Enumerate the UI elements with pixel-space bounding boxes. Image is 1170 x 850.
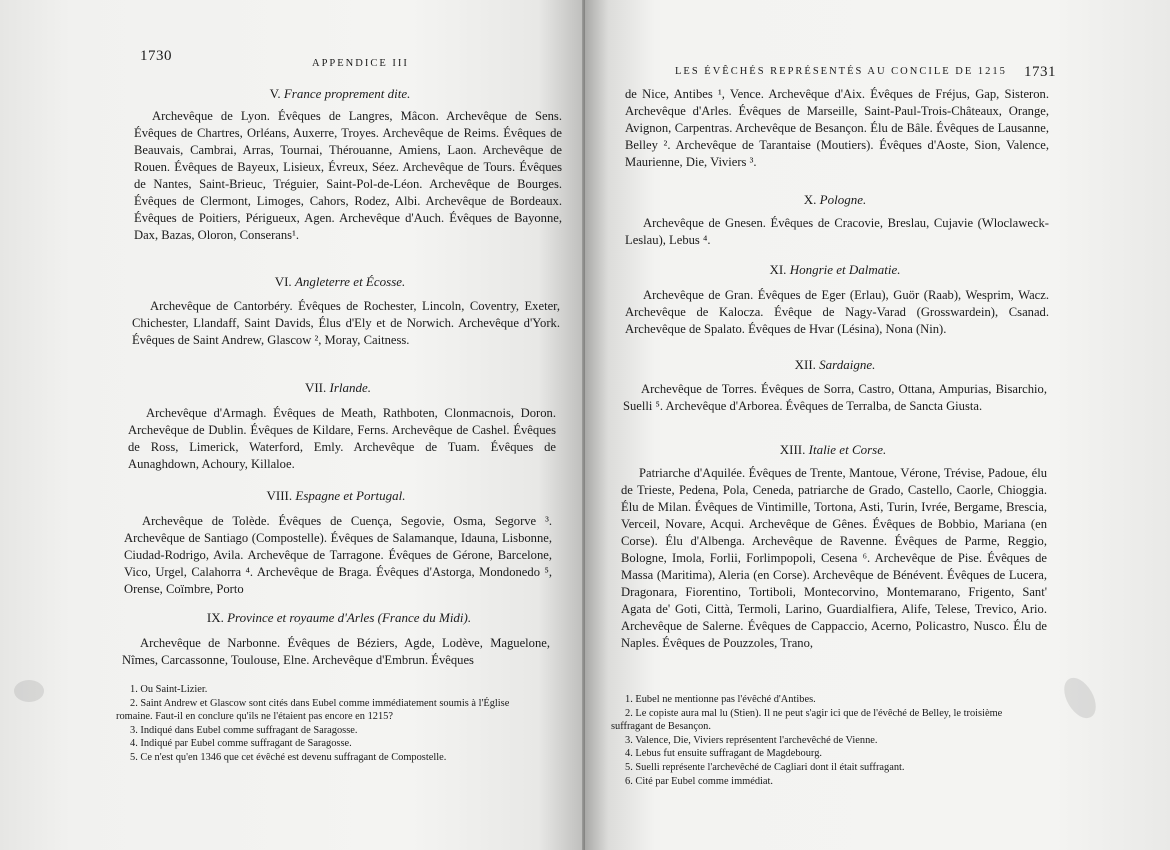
section-heading-vi: VI. Angleterre et Écosse. bbox=[274, 274, 406, 289]
footnotes-right bbox=[611, 693, 1041, 788]
footnote: 4. Indiqué par Eubel comme suffragant de Saragosse. bbox=[130, 738, 352, 750]
footnote: 6. Cité par Eubel comme immédiat. bbox=[625, 775, 774, 787]
footnote: 3. Indiqué dans Eubel comme suffragant de Saragosse. bbox=[130, 724, 358, 736]
footnote: 5. Suelli représente l'archevêché de Cagliari dont il était suffragant. bbox=[625, 761, 905, 773]
continuation-text: de Nice, Antibes ¹, Vence. Archevêque d'Aix. Évêques de Fréjus, Gap, Sisteron. Archevêque d'Arles. Évêques de Marseille, Saint-Paul-Trois-Châteaux, Orange, Avignon, Carpentras. Archevêque de Besançon. Élu de Bâle. Évêques de Lausanne, Belley ². Archevêque de Tarantaise (Moutiers). Évêques d'Aoste, Sion, Valence, Maurienne, Die, Viviers ³. bbox=[625, 87, 1049, 169]
section-heading-ix: IX. Province et royaume d'Arles (France du Midi). bbox=[206, 610, 472, 625]
footnote: 4. Lebus fut ensuite suffragant de Magdebourg. bbox=[625, 748, 822, 760]
paper-stain bbox=[1058, 672, 1103, 723]
section-body-xii: Archevêque de Torres. Évêques de Sorra, Castro, Ottana, Ampurias, Bisarchio, Suelli ⁵. Archevêque d'Arborea. Évêques de Terralba, de Sancta Giusta. bbox=[623, 382, 1047, 413]
right-page bbox=[585, 0, 1170, 850]
section-body-xi: Archevêque de Gran. Évêques de Eger (Erlau), Guör (Raab), Wesprim, Wacz. Archevêque de Kalocza. Évêque de Nagy-Varad (Grosswardein), Csanad. Archevêque de Spalato. Évêques de Hvar (Lésina), Nona (Nin). bbox=[625, 288, 1049, 336]
running-head-right: LES ÉVÊCHÉS REPRÉSENTÉS AU CONCILE DE 1215 bbox=[675, 66, 1007, 77]
section-body-ix: Archevêque de Narbonne. Évêques de Béziers, Agde, Lodève, Maguelone, Nîmes, Carcassonne, Toulouse, Elne. Archevêque d'Embrun. Évêques bbox=[122, 636, 550, 667]
footnote: 2. Saint Andrew et Glascow sont cités dans Eubel comme immédiatement soumis à l'Église romaine. Faut-il en conclure qu'ils ne l'étaient pas encore en 1215? bbox=[116, 697, 510, 723]
section-heading-v: V. France proprement dite. bbox=[269, 86, 411, 101]
section-heading-xi: XI. Hongrie et Dalmatie. bbox=[769, 262, 901, 277]
section-body-vii: Archevêque d'Armagh. Évêques de Meath, Rathboten, Clonmacnois, Doron. Archevêque de Dublin. Évêques de Kildare, Ferns. Archevêque de Cashel. Évêques de Ross, Limerick, Waterford, Emly. Archevêque de Tuam. Évêques de Aunaghdown, Achoury, Killaloe. bbox=[128, 406, 556, 471]
paper-stain bbox=[14, 680, 44, 702]
section-heading-xiii: XIII. Italie et Corse. bbox=[779, 442, 887, 457]
footnote: 1. Eubel ne mentionne pas l'évêché d'Antibes. bbox=[625, 694, 816, 705]
section-body-viii: Archevêque de Tolède. Évêques de Cuença, Segovie, Osma, Segorve ³. Archevêque de Santiago (Compostelle). Évêques de Salamanque, Idauna, Lisbonne, Ciudad-Rodrigo, Avila. Archevêque de Tarragone. Évêques de Gérone, Barcelone, Vico, Urgel, Calahorra ⁴. Archevêque de Braga. Évêques d'Astorga, Mondonedo ⁵, Orense, Coïmbre, Porto bbox=[124, 514, 552, 596]
footnote: 5. Ce n'est qu'en 1346 que cet évêché est devenu suffragant de Compostelle. bbox=[130, 751, 447, 763]
section-heading-xii: XII. Sardaigne. bbox=[794, 357, 876, 372]
footnote: 2. Le copiste aura mal lu (Stien). Il ne peut s'agir ici que de l'évêché de Belley, le troisième suffragant de Besançon. bbox=[611, 707, 1003, 733]
section-body-v: Archevêque de Lyon. Évêques de Langres, Mâcon. Archevêque de Sens. Évêques de Chartres, Orléans, Auxerre, Troyes. Archevêque de Reims. Évêques de Beauvais, Cambrai, Arras, Tournai, Thérouanne, Amiens, Laon. Archevêque de Rouen. Évêques de Bayeux, Lisieux, Évreux, Séez. Archevêque de Tours. Évêques de Nantes, Saint-Brieuc, Tréguier, Saint-Pol-de-Léon. Archevêque de Bourges. Évêques de Clermont, Limoges, Cahors, Rodez, Albi. Archevêque de Bordeaux. Évêques de Poitiers, Périgueux, Agen. Archevêque d'Auch. Évêques de Bayonne, Dax, Bazas, Oloron, Conserans¹. bbox=[134, 109, 562, 242]
page-number-right: 1731 bbox=[1024, 64, 1056, 80]
section-heading-viii: VIII. Espagne et Portugal. bbox=[266, 488, 406, 503]
footnote: 3. Valence, Die, Viviers représentent l'archevêché de Vienne. bbox=[625, 734, 878, 746]
section-heading-x: X. Pologne. bbox=[803, 192, 867, 207]
section-body-xiii: Patriarche d'Aquilée. Évêques de Trente, Mantoue, Vérone, Trévise, Padoue, élu de Trieste, Pedena, Pola, Ceneda, patriarche de Grado, Castello, Caorle, Chioggia. Élu de Milan. Évêques de Vintimille, Tortona, Asti, Turin, Ivrée, Bergame, Brescia, Verceil, Novare, Acqui. Archevêque de Gênes. Évêques de Bobbio, Mariana (en Corse). Élu d'Albenga. Archevêque de Ravenne. Évêques de Parme, Reggio, Bologne, Imola, Forlii, Forlimpopoli, Cesena ⁶. Archevêque de Pise. Évêques de Massa (Maritima), Aleria (en Corse). Archevêque de Bénévent. Évêques de Lucera, Dragonara, Fiorentino, Tortiboli, Montecorvino, Montemarano, Frigento, Sant' Agata de' Goti, Città, Termoli, Larino, Guardialfiera, Alife, Telese, Trevico, Ario. Archevêque de Salerne. Évêques de Cappaccio, Acerno, Policastro, Nusco. Élu de Naples. Évêques de Pouzzoles, Trano, bbox=[621, 466, 1047, 650]
section-body-x: Archevêque de Gnesen. Évêques de Cracovie, Breslau, Cujavie (Wloclaweck-Leslau), Lebus ⁴. bbox=[625, 216, 1049, 247]
page-number-left: 1730 bbox=[140, 48, 172, 64]
section-heading-vii: VII. Irlande. bbox=[304, 380, 372, 395]
running-head-left: APPENDICE III bbox=[312, 58, 409, 69]
footnote: 1. Ou Saint-Lizier. bbox=[130, 684, 208, 695]
section-body-vi: Archevêque de Cantorbéry. Évêques de Rochester, Lincoln, Coventry, Exeter, Chichester, Llandaff, Saint Davids, Élus d'Ely et de Norwich. Archevêque d'York. Évêques de Saint Andrew, Glascow ², Moray, Caitness. bbox=[132, 299, 560, 347]
footnotes-left bbox=[116, 683, 546, 765]
